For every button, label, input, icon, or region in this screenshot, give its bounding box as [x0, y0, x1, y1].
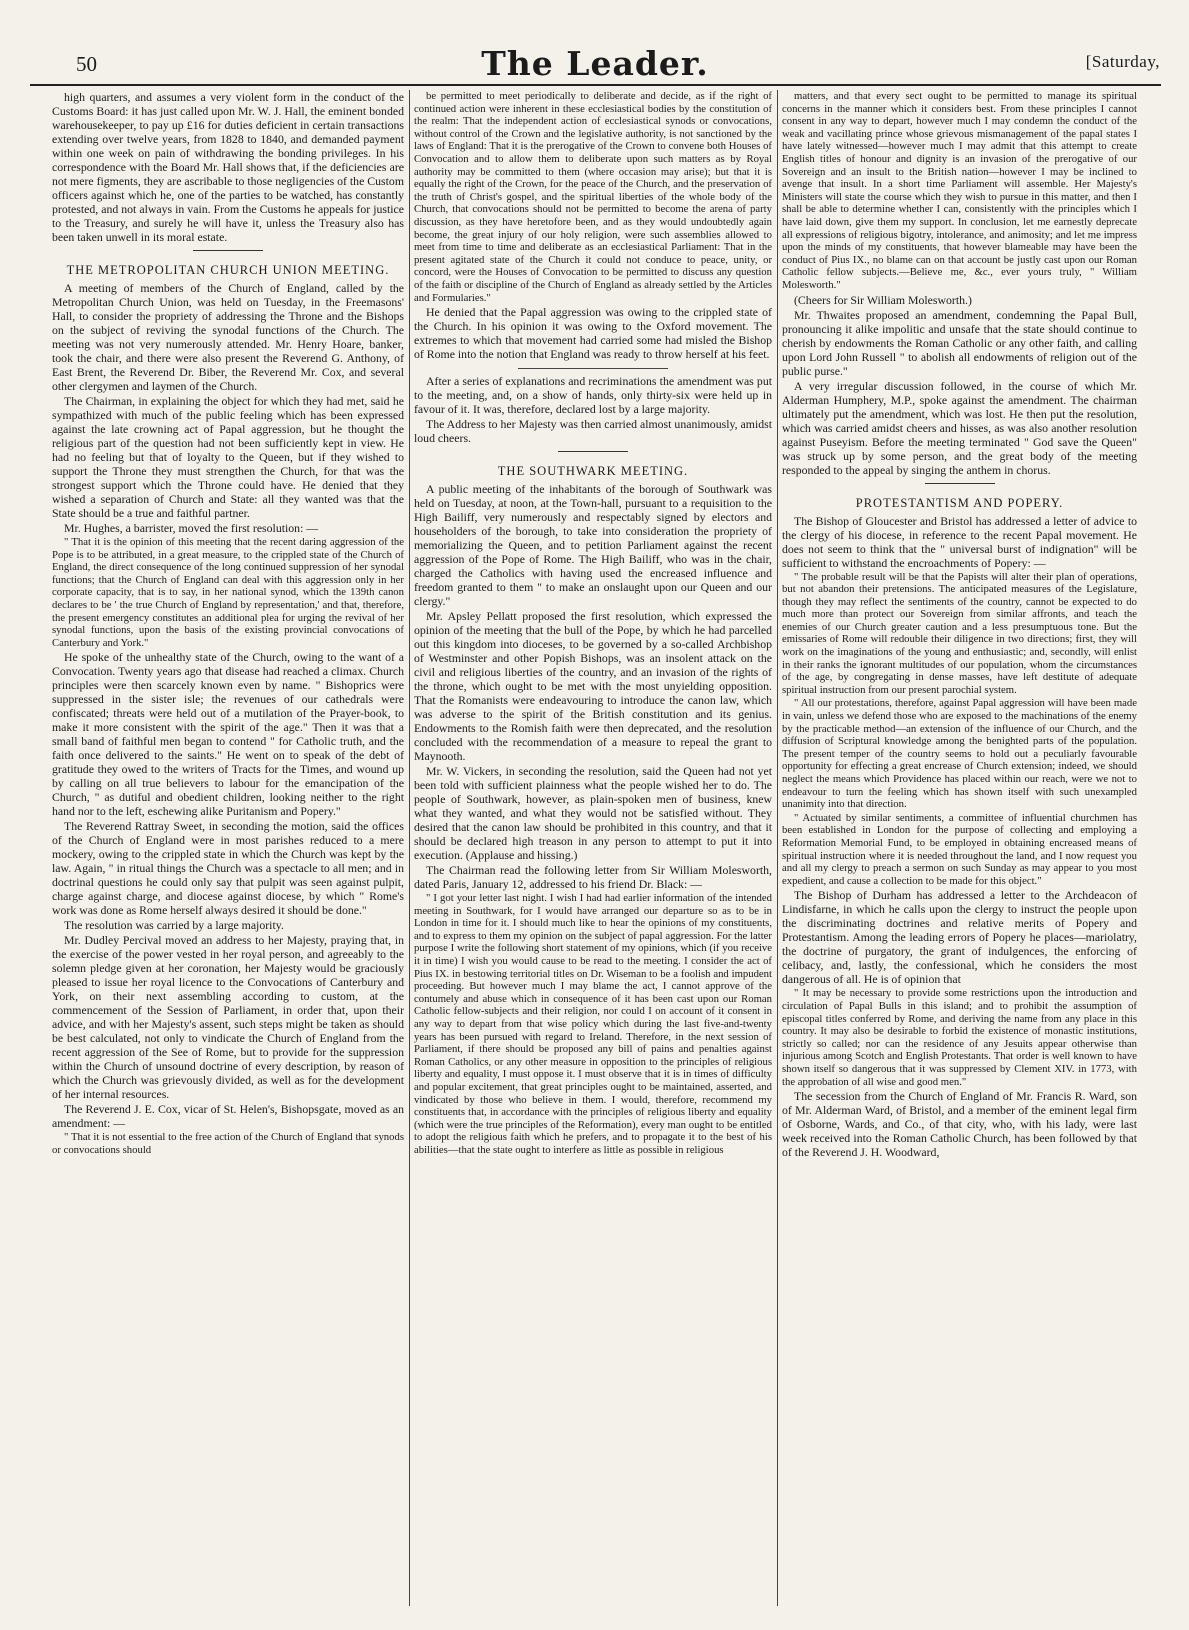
article-heading: THE METROPOLITAN CHURCH UNION MEETING.	[66, 263, 390, 277]
column-divider	[777, 90, 778, 1606]
article-separator	[193, 250, 263, 251]
paragraph: A meeting of members of the Church of England, called by the Metropolitan Church Union, was held on Tuesday, in the Freemasons' Hall, to consider the propriety of addressing the Throne and the Bishops on the subject of reviving the synodal functions of the Church. The meeting was not very numerously attended. Mr. Henry Hoare, banker, took the chair, and there were also present the Reverend G. Anthony, of East Brent, the Reverend Dr. Biber, the Reverend Mr. Cox, and several other clergymen and laymen of the Church.	[52, 281, 404, 393]
paragraph: Mr. Apsley Pellatt proposed the first resolution, which expressed the opinion of the meeting that the bull of the Pope, by which he had parcelled out this kingdom into dioceses, to be governed by a so-called Archbishop of Westminster and other Popish Bishops, was an insolent attack on the civil and religious liberties of the country, and an invasion of the rights of the throne, which ought to be met with the most unyielding opposition. That the Romanists were endeavouring to introduce the canon law, which was adverse to the spirit of the British constitution and its genius. Endowments to the Romish faith were then deprecated, and the resolution concluded with the recommendation of a measure to repeal the grant to Maynooth.	[414, 609, 772, 764]
quoted-resolution: " That it is the opinion of this meeting that the recent daring aggression of the Pope is to be attributed, in a great measure, to the crippled state of the Church of England, the direct consequence of the long continued suppression of her synodal functions; that the Church of England can deal with this aggression only in her corporate capacity, that is to say, in her national synod, which the 139th canon declares to be ' the true Church of England by representation,' and that, therefore, the present emergency constitutes an additional plea for urging the revival of her synodal functions, upon the basis of the existing provincial convocations of Canterbury and York."	[52, 536, 404, 649]
newspaper-title: The Leader.	[481, 44, 709, 83]
quoted-passage: " It may be necessary to provide some restrictions upon the introduction and circulation of Papal Bulls in this island; and to prohibit the assumption of episcopal titles conferred by Rome, and deriving the name from any place in this country. It may also be desirable to forbid the existence of monastic institutions, strictly so called; nor can the residence of any Jesuits appear otherwise than injurious among Scotch and English Protestants. That order is well known to have shown itself so dangerous that it was suppressed by Clement XIV. in 1773, with the approbation of all wise and good men."	[782, 987, 1137, 1088]
paragraph: Mr. Thwaites proposed an amendment, condemning the Papal Bull, pronouncing it alike impolitic and unsafe that the state should continue to cherish by endowments the Roman Catholic or any other faith, and calling upon Lord John Russell " to abolish all endowments of religion out of the public purse."	[782, 307, 1137, 378]
paragraph: He spoke of the unhealthy state of the Church, owing to the want of a Convocation. Twenty years ago that disease had reached a climax. Church principles were then scarcely known even by name. " Bishoprics were suppressed in the sister isle; the revenues of our cathedrals were confiscated; threats were held out of a mutilation of the Prayer-book, to make it more consistent with the spirit of the age." Then it was that a small band of faithful men began to contend " for Catholic truth, and the faith once delivered to the saints." He went on to speak of the debt of gratitude they owed to the writers of Tracts for the Times, and wound up by calling on all true believers to labour for the emancipation of the Church, " as dutiful and obedient children, looking neither to the right hand nor to the left, eschewing alike Puritanism and Popery."	[52, 650, 404, 819]
paragraph: The Bishop of Durham has addressed a letter to the Archdeacon of Lindisfarne, in which he calls upon the clergy to instruct the people upon the discriminating doctrines and relative merits of Popery and Protestantism. Among the leading errors of Popery he places—mariolatry, the doctrine of purgatory, the grant of indulgences, the enforcing of celibacy, and, lastly, the confessional, which he considers the most dangerous of all. He is of opinion that	[782, 888, 1137, 987]
article-heading: THE SOUTHWARK MEETING.	[497, 464, 689, 479]
paragraph: A very irregular discussion followed, in the course of which Mr. Alderman Humphery, M.P., spoke against the amendment. The chairman ultimately put the amendment, which was lost. He then put the resolution, which was carried amidst cheers and hisses, as was also another resolution against Puseyism. Before the meeting terminated " God save the Queen" was struck up by some person, and the great body of the meeting responded to the appeal by singing the anthem in chorus.	[782, 378, 1137, 477]
paragraph: Mr. Dudley Percival moved an address to her Majesty, praying that, in the exercise of the power vested in her royal person, and agreeably to the solemn pledge given at her coronation, her Majesty would be graciously pleased to issue her royal licence to the Convocations of Canterbury and York, on their next assembling according to custom, at the commencement of the Session of Parliament, in order that, upon their advice, and with her Majesty's assent, such steps might be taken as should be best calculated, not only to vindicate the Church of England from the recent aggression of the See of Rome, but to provide for the suppression within the Church of unsound doctrine of every description, by reason of which the Church was grievously divided, as well as for the development of her internal resources.	[52, 933, 404, 1102]
paragraph: After a series of explanations and recriminations the amendment was put to the meeting, and, on a show of hands, only thirty-six were held up in favour of it. It was, therefore, declared lost by a large majority.	[414, 374, 772, 417]
paragraph: high quarters, and assumes a very violent form in the conduct of the Customs Board: it has just called upon Mr. W. J. Hall, the eminent bonded warehousekeeper, to pay up £16 for duties deficient in certain transactions extending over twelve years, from 1828 to 1840, and demanded payment within one week on pain of withdrawing the bonding privileges. In his correspondence with the Board Mr. Hall shows that, if the deficiencies are not mere figments, they are ascribable to those negligencies of the Custom officers against which he, one of the parties to be watched, has constantly protested, and not always in vain. From the Customs he appeals for justice to the Treasury, and surely he will have it, unless the Treasury also has been taken unwell in its moral estate.	[52, 90, 404, 244]
quoted-letter: " I got your letter last night. I wish I had had earlier information of the intended meeting in Southwark, for I would have arranged our departure so as to be in London in time for it. I should much like to hear the opinions of my constituents, and to express to them my opinion on the subject of papal aggression. For the latter purpose I write the following short statement of my opinions, which (if you receive it in time) I wish you would cause to be read to the meeting. I consider the act of Pius IX. in bestowing territorial titles on Dr. Wiseman to be a foolish and impudent proceeding. But however much I may blame the act, I cannot approve of the contumely and abuse which in consequence of it has been cast upon our Roman Catholic fellow-subjects and their religion, nor could I on account of it consent in any way to depart from that wise policy which during the last five-and-twenty years has been pursued with regard to Ireland. Therefore, in the next session of Parliament, if there should be proposed any bill of pains and penalties against Roman Catholics, or any other measure in opposition to the principles of religious liberty and equality, I must oppose it. I must observe that it is in times of difficulty and popular excitement, that great principles ought to be maintained, asserted, and vindicated by those who believe in them. I would, therefore, recommend my constituents that, in accordance with the principles of religious liberty and equality (which were the true principles of the Reformation), every man ought to be entitled to adopt the religious faith which he prefers, and to propagate it to the best of his abilities—that the state ought to interfere as little as possible in religious	[414, 892, 772, 1156]
paragraph: The secession from the Church of England of Mr. Francis R. Ward, son of Mr. Alderman Ward, of Bristol, and a member of the eminent legal firm of Osborne, Wards, and Co., of that city, who, with his lady, were last week received into the Roman Catholic Church, has been followed by that of the Reverend J. H. Woodward,	[782, 1089, 1137, 1160]
paragraph: The Reverend Rattray Sweet, in seconding the motion, said the offices of the Church of England were in most parishes reduced to a mere mockery, owing to the crippled state in which the Church was kept by the law. Again, " in ritual things the Church was a spectacle to all men; and in doctrinal questions he could only say that pulpit was seen against pulpit, charge against charge, and diocese against diocese, by which " Rome's work was done as Rome herself always desired it should be done."	[52, 819, 404, 918]
paragraph: A public meeting of the inhabitants of the borough of Southwark was held on Tuesday, at noon, at the Town-hall, pursuant to a requisition to the High Bailiff, very numerously and respectably signed by electors and householders of the borough, to take into consideration the propriety of memorializing the Queen, and to petition Parliament against the recent aggression of the Pope of Rome. The High Bailiff, who was in the chair, charged the Catholics with having used the encreased influence and freedom granted to them " to make an onslaught upon our Queen and our clergy."	[414, 482, 772, 609]
paragraph: Mr. W. Vickers, in seconding the resolution, said the Queen had not yet been told with sufficient plainness what the people wished her to do. The people of Southwark, however, as plain-spoken men of business, knew what they wanted, and what they would not be satisfied without. They desired that the canon law should be prohibited in this country, and that it should be declared high treason in any person to attempt to put it into execution. (Applause and hissing.)	[414, 764, 772, 863]
header-rule	[30, 84, 1161, 86]
column-2	[414, 90, 772, 1610]
column-1	[52, 90, 404, 1610]
issue-day: [Saturday,	[1085, 52, 1160, 71]
paragraph: The Bishop of Gloucester and Bristol has addressed a letter of advice to the clergy of his diocese, in reference to the recent Papal movement. He does not seem to think that the " universal burst of indignation" will be sufficient to withstand the encroachments of Popery: —	[782, 513, 1137, 570]
column-3	[782, 90, 1137, 1610]
paragraph: The Chairman read the following letter from Sir William Molesworth, dated Paris, January 12, addressed to his friend Dr. Black: —	[414, 863, 772, 892]
paragraph: The resolution was carried by a large majority.	[64, 918, 284, 933]
paragraph: The Chairman, in explaining the object for which they had met, said he sympathized with much of the public feeling which has been expressed against the late crowning act of Papal aggression, but he thought the religious part of the question had not been sufficiently kept in view. He had no feeling but that of loyalty to the Queen, but if they wished to support the Throne they must strengthen the Church, for that was the strongest support which the Throne could have. He denied that they wished a separation of Church and State: all they wanted was that the State should be a true and faithful partner.	[52, 394, 404, 520]
quoted-passage: " All our protestations, therefore, against Papal aggression will have been made in vain, unless we defend those who are exposed to the machinations of the enemy by the practicable method—an extension of the influence of our Church, and the diffusion of Scriptural knowledge among the benighted parts of the population. The present temper of the country seems to hold out a peculiarly favourable opportunity for effecting a great encrease of Church extension; indeed, we should neglect the means which Providence has placed within our reach, were we not to endeavour to turn the feeling which has shown itself with such unexampled unanimity into that direction.	[782, 697, 1137, 811]
quoted-amendment-continued: be permitted to meet periodically to deliberate and decide, as if the right of continued action were inherent in these ecclesiastical bodies by the constitution of the realm: That the independent action of ecclesiastical synods or convocations, without control of the Crown and the legislative authority, is not sanctioned by the laws of England: That it is the prerogative of the Crown to convene both Houses of Convocation and to allow them to deliberate upon such matters as by Royal authority may be committed to them (where occasion may arise); but that it is equally the right of the Crown, for the peace of the Church, and the preservation of the truth of Christ's gospel, and the spiritual liberties of the whole body of the Church, that convocations should not be permitted to become the arena of party discussion, as they have heretofore been, and as they would undoubtedly again become, the great injury of our holy religion, were such assemblies allowed to meet from time to time and deliberate as an ecclesiastical Parliament: That in the present agitated state of the Church it could not conduce to peace, unity, or concord, were the Houses of Convocation to be permitted to discuss any question of the faith or discipline of the Church of England as already settled by the Articles and Formularies."	[414, 90, 772, 304]
paragraph: The Reverend J. E. Cox, vicar of St. Helen's, Bishopsgate, moved as an amendment: —	[52, 1102, 404, 1131]
paragraph: He denied that the Papal aggression was owing to the crippled state of the Church. In his opinion it was owing to the Oxford movement. The extremes to which that movement had carried some had misled the Bishop of Rome into the notion that England was ready to throw herself at his feet.	[414, 305, 772, 362]
paragraph: Mr. Hughes, a barrister, moved the first resolution: —	[64, 521, 319, 535]
article-separator	[925, 483, 995, 484]
paragraph: The Address to her Majesty was then carried almost unanimously, amidst loud cheers.	[414, 417, 772, 446]
quoted-passage: " Actuated by similar sentiments, a committee of influential churchmen has been established in London for the purpose of collecting and employing a Reformation Memorial Fund, to be employed in obtaining encreased means of spiritual instruction where it is needed throughout the land, and I now request you and all my clergy to preach a sermon on such Sunday as may appear to you most expedient, and cause a collection to be made for this object."	[782, 811, 1137, 887]
masthead	[30, 44, 1160, 84]
paragraph: (Cheers for Sir William Molesworth.)	[794, 292, 972, 307]
quoted-amendment: " That it is not essential to the free action of the Church of England that synods or convocations should	[52, 1131, 404, 1156]
column-divider	[409, 90, 410, 1606]
paragraph-separator	[518, 368, 668, 369]
page-number: 50	[76, 52, 97, 76]
quoted-letter-continued: matters, and that every sect ought to be permitted to manage its spiritual concerns in the manner which it considers best. From these principles I cannot consent in any way to depart, however much I may condemn the conduct of the weak and vacillating prince whose grievous mismanagement of the papal states I have lately witnessed—however much I may admit that this attempt to create English titles of honour and dignity is an invasion of the prerogative of our Sovereign and an insult to the British nation—however I may be inclined to avenge that insult. In a short time Parliament will assemble. Her Majesty's Ministers will state the course which they wish to pursue in this matter, and then I shall be able to determine whether I can, consistently with the principles which I have laid down, give them my support. In conclusion, let me earnestly deprecate all expressions of religious bigotry, intolerance, and animosity; and let me impress upon the minds of my constituents, that however blameable may have been the conduct of Pius IX., no blame can on that account be justly cast upon our Roman Catholic fellow subjects.—Believe me, &c., ever yours truly, " William Molesworth."	[782, 90, 1137, 291]
quoted-passage: " The probable result will be that the Papists will alter their plan of operations, but not abandon their pretensions. The anticipated measures of the Legislature, though they may reflect the sentiments of the country, cannot be expected to do much more than protect our Sovereign from similar affronts, and teach the enemies of our Church greater caution and a less presumptuous tone. But the emissaries of Rome will redouble their diligence in two directions; first, they will work on the imaginations of the young and enthusiastic; and, secondly, will enlist in their ranks the ignorant multitudes of our population, whom the circumstances of the age, by congregating in dense masses, have left destitute of adequate spiritual instruction from our present parochial system.	[782, 570, 1137, 696]
article-heading: PROTESTANTISM AND POPERY.	[855, 495, 1064, 510]
article-separator	[558, 451, 628, 452]
